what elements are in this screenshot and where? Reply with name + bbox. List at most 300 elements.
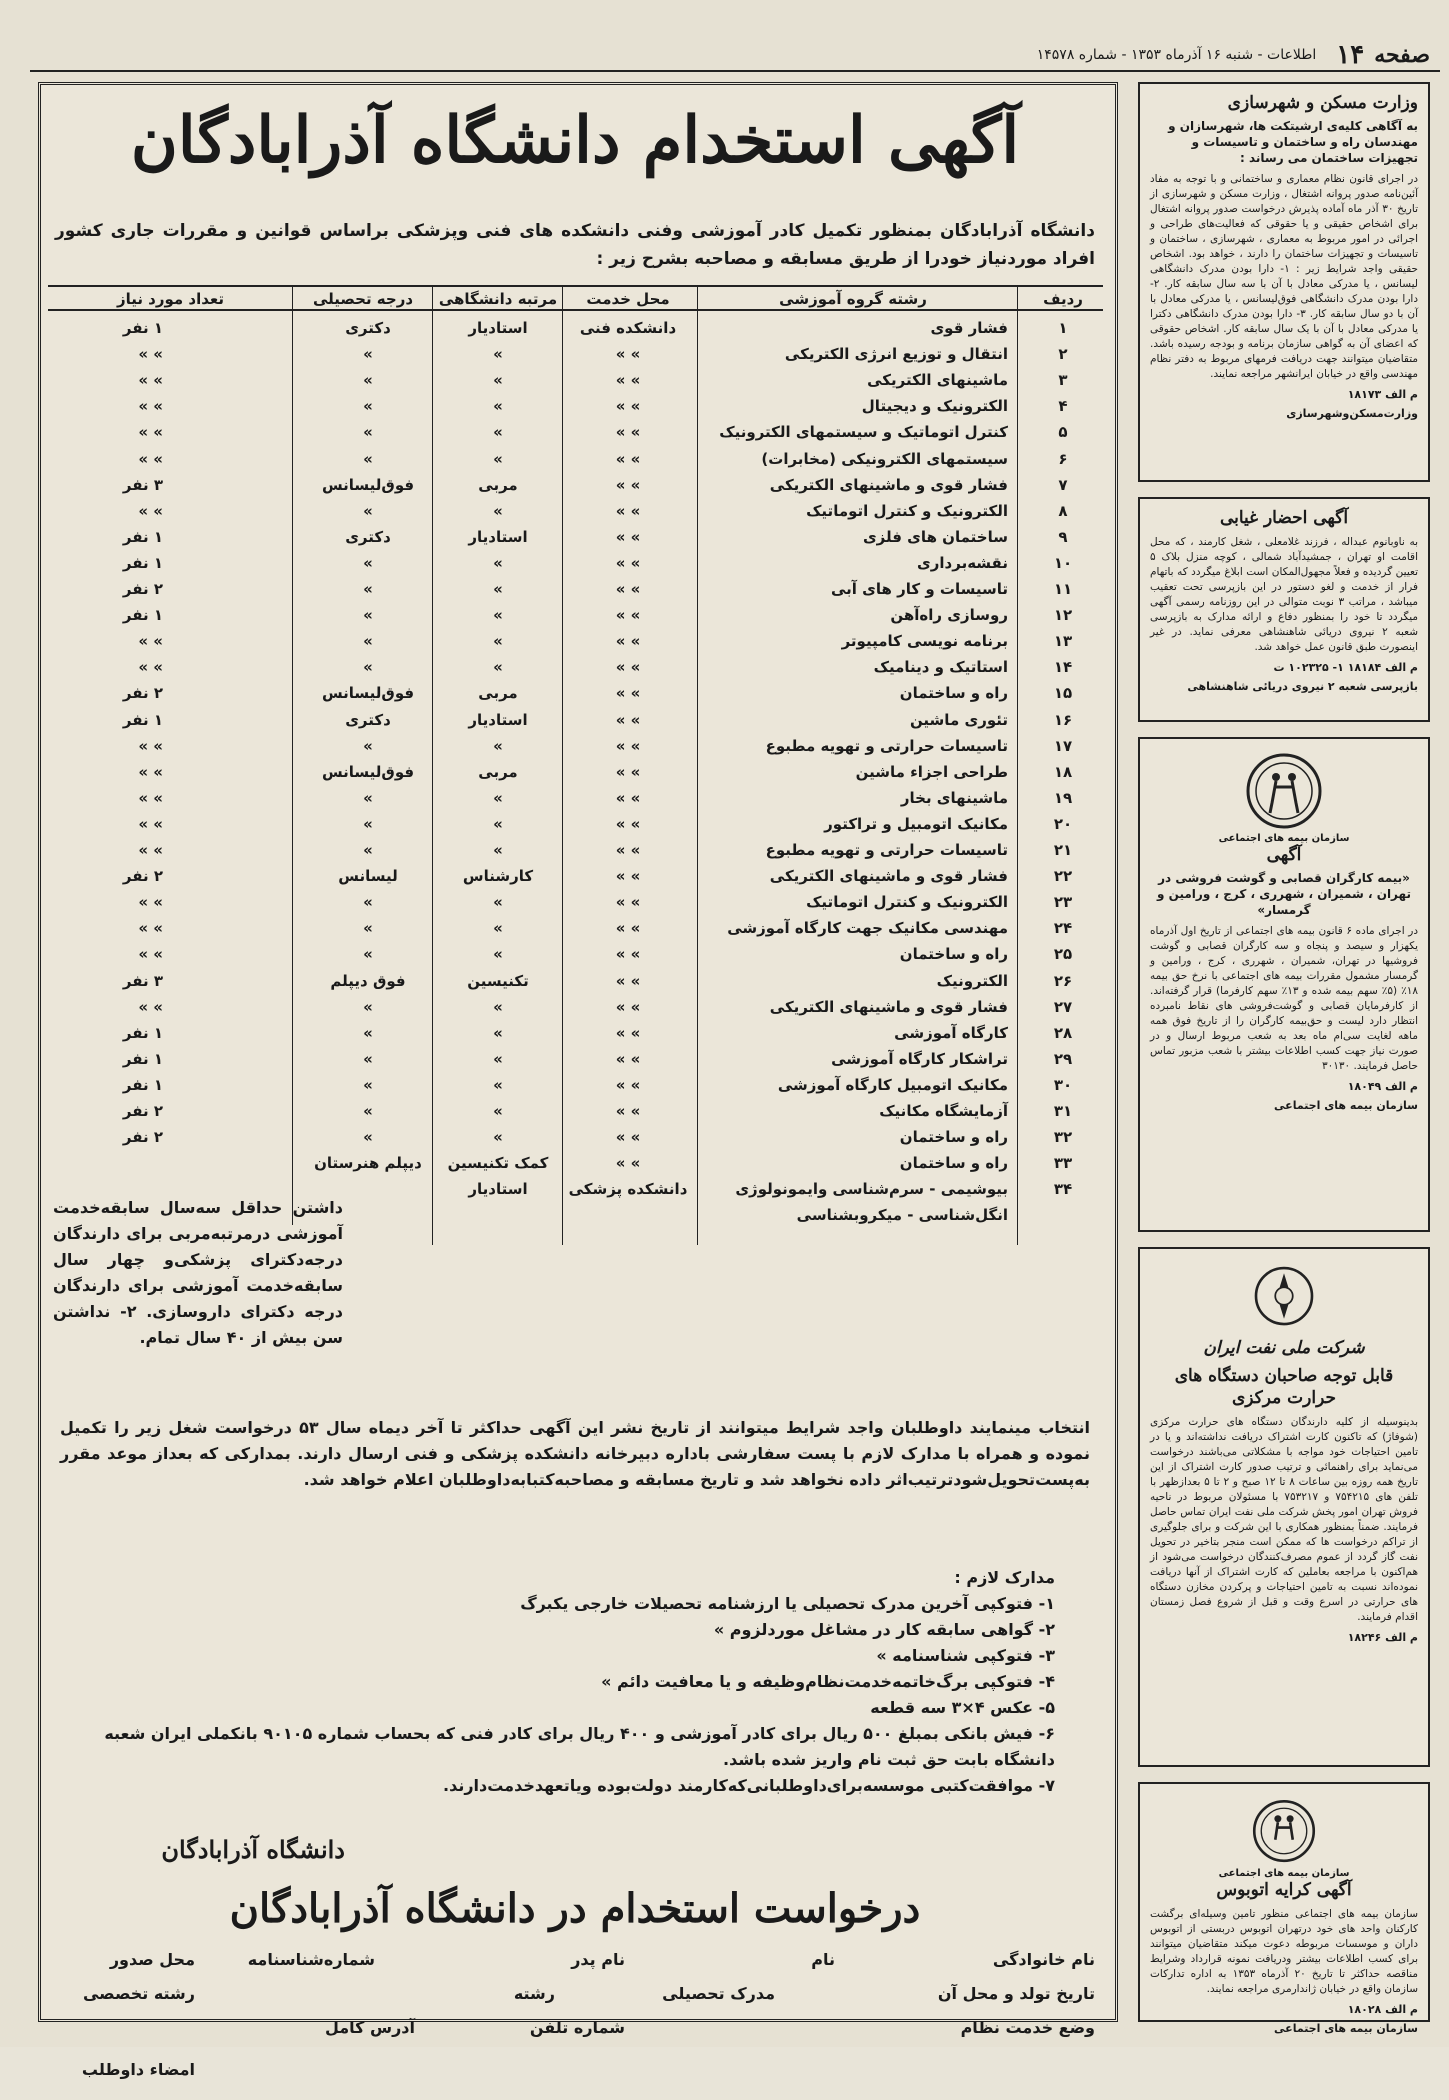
row-field: راه و ساختمان <box>899 1128 1008 1147</box>
row-field: فشار قوی و ماشینهای الکتریکی <box>769 867 1008 886</box>
row-field: روسازی راه‌آهن <box>890 606 1008 625</box>
row-count: » » <box>138 371 163 390</box>
document-item: ۵- عکس ۴×۳ سه قطعه <box>870 1698 1055 1717</box>
row-location: » » <box>615 371 641 390</box>
document-item: ۶- فیش بانکی بمبلغ ۵۰۰ ریال برای کادر آموزشی و ۴۰۰ ریال برای کادر فنی که بحساب شماره ۹۰۱۰۵ بانکملی ایران شعبه دانشگاه بابت حق ثبت نام واریز شده باشد. <box>104 1724 1055 1769</box>
table-row <box>48 578 1103 604</box>
form-field-label: رشته تخصصی <box>82 1984 195 2003</box>
row-rank: » <box>493 945 503 964</box>
table-row <box>48 839 1103 865</box>
row-field: ساختمان های فلزی <box>862 527 1008 546</box>
row-field: کنترل اتوماتیک و سیستمهای الکترونیک <box>719 423 1008 442</box>
table-row <box>48 709 1103 735</box>
bus-rental-notice <box>1138 1782 1430 2035</box>
row-location: » » <box>615 449 641 468</box>
row-field: تاسیسات حرارتی و تهویه مطبوع <box>765 841 1008 859</box>
summons-signature: بازپرسی شعبه ۲ نیروی دریائی شاهنشاهی <box>1187 680 1418 693</box>
table-row <box>48 787 1103 813</box>
form-field-label: محل صدور <box>109 1950 195 1969</box>
row-rank: » <box>493 397 503 416</box>
row-index: ۱۲ <box>1053 606 1073 625</box>
row-degree: » <box>363 606 373 625</box>
row-rank: استادیار <box>468 319 528 337</box>
row-rank: » <box>493 606 503 625</box>
header-field: رشته گروه آموزشی <box>779 290 927 308</box>
oil-company-name: شرکت ملی نفت ایران <box>1203 1338 1365 1358</box>
row-location: » » <box>615 1154 641 1173</box>
table-row <box>48 526 1103 552</box>
table-row <box>48 1126 1103 1152</box>
row-count: » » <box>138 658 163 677</box>
row-count: ۱ نفر <box>122 710 163 729</box>
row-field: تراشکار کارگاه آموزشی <box>831 1049 1008 1068</box>
row-index: ۲۷ <box>1053 997 1073 1016</box>
table-header <box>48 285 1103 311</box>
emblem-caption: سازمان بیمه های اجتماعی <box>1218 1868 1350 1879</box>
row-index: ۱۸ <box>1053 762 1073 781</box>
row-location: دانشکده فنی <box>579 319 677 337</box>
row-degree: دکتری <box>345 710 391 729</box>
row-degree: » <box>363 1049 373 1068</box>
table-row <box>48 630 1103 656</box>
row-rank: مربی <box>478 762 518 781</box>
row-location: » » <box>615 501 641 520</box>
row-field: بیوشیمی - سرم‌شناسی وایمونولوژی <box>735 1180 1008 1199</box>
document-item: ۴- فتوکپی برگ‌خاتمه‌خدمت‌نظام‌وظیفه و یا معافیت دائم » <box>601 1672 1055 1691</box>
butchers-ref: م الف ۱۸۰۴۹ <box>1347 1080 1418 1093</box>
row-index: ۲۶ <box>1053 971 1073 990</box>
row-location: » » <box>615 841 641 859</box>
row-degree: » <box>363 1023 373 1042</box>
row-rank: » <box>493 553 503 572</box>
row-degree: » <box>363 553 373 572</box>
row-location: » » <box>615 1075 641 1094</box>
row-field: سیستمهای الکترونیکی (مخابرات) <box>761 449 1008 468</box>
row-field: ماشینهای بخار <box>900 788 1008 807</box>
row-field: برنامه نویسی کامپیوتر <box>841 632 1008 651</box>
row-rank: » <box>493 658 503 677</box>
page-header <box>30 40 1440 72</box>
row-index: ۶ <box>1058 449 1068 468</box>
row-location: دانشکده پزشکی <box>568 1180 688 1199</box>
row-index: ۲۲ <box>1053 867 1073 886</box>
table-row <box>48 1152 1103 1178</box>
row-count: » » <box>138 501 163 520</box>
oil-company-notice <box>1138 1247 1430 1767</box>
row-field: الکترونیک و دیجیتال <box>861 397 1008 416</box>
row-index: ۲۱ <box>1053 841 1073 859</box>
bus-text: سازمان بیمه های اجتماعی منظور تامین وسیله‌ای برگشت کارکنان واحد های خود درتهران اتوبوس دربستی از اتوبوس داران و موسسات مربوطه دعوت میکند متقاضیان میتوانند برای کسب اطلاعات بیشتر ودریافت نمونه قرارداد وشرایط مناقصه حداکثر تا تاریخ ۲۰ آذرماه ۱۳۵۳ به اداره تدارکات سازمان واقع در خیابان ژاندارمری مراجعه نمایند. <box>1150 1908 1418 1995</box>
row-index: ۱۵ <box>1053 684 1073 703</box>
table-row <box>48 917 1103 943</box>
row-rank: » <box>493 1075 503 1094</box>
butchers-insurance-notice <box>1138 737 1430 1232</box>
row-degree: » <box>363 397 373 416</box>
oil-title: قابل توجه صاحبان دستگاه های حرارت مرکزی <box>1174 1366 1394 1408</box>
row-rank: کارشناس <box>462 867 534 886</box>
document-item: ۷- موافقت‌کتبی موسسه‌برای‌داوطلبانی‌که‌کارمند دولت‌بوده ویاتعهدخدمت‌دارند. <box>443 1776 1055 1795</box>
row-location: » » <box>615 919 641 938</box>
row-degree: دکتری <box>345 319 391 337</box>
row-location: » » <box>615 423 641 442</box>
row-field: تاسیسات و کار های آبی <box>830 580 1008 598</box>
row-field: راه و ساختمان <box>899 1154 1008 1173</box>
row-rank: » <box>493 632 503 651</box>
row-location: » » <box>615 893 641 912</box>
form-field-label: نام خانوادگی <box>992 1950 1095 1969</box>
row-degree: » <box>363 1075 373 1094</box>
row-degree: » <box>363 658 373 677</box>
recruitment-ad <box>38 82 1118 2079</box>
row-degree: » <box>363 893 373 912</box>
table-row <box>48 395 1103 421</box>
row-count: ۲ نفر <box>122 684 163 703</box>
row-field: الکترونیک و کنترل اتوماتیک <box>806 893 1008 912</box>
row-count: ۲ نفر <box>122 580 163 598</box>
row-location: » » <box>615 736 641 755</box>
row-count: ۱ نفر <box>122 606 163 625</box>
table-row <box>48 682 1103 708</box>
row-index: ۲۹ <box>1053 1049 1073 1068</box>
page-label: صفحه <box>1374 42 1430 68</box>
row-degree: لیسانس <box>338 867 398 886</box>
row-count: ۱ نفر <box>122 1049 163 1068</box>
row-degree: دکتری <box>345 527 391 546</box>
table-row <box>48 369 1103 395</box>
table-row <box>48 448 1103 474</box>
header-count: تعداد مورد نیاز <box>116 290 225 308</box>
row-count: » » <box>138 893 163 912</box>
header-rank: مرتبه دانشگاهی <box>438 290 558 308</box>
row-rank: » <box>493 449 503 468</box>
row-index: ۴ <box>1058 397 1068 416</box>
row-location: » » <box>615 1102 641 1120</box>
documents-heading: مدارک لازم : <box>954 1568 1055 1587</box>
row-degree: » <box>363 736 373 755</box>
row-degree: » <box>363 371 373 390</box>
row-count: ۳ نفر <box>122 475 163 494</box>
table-row <box>48 552 1103 578</box>
row-count: » » <box>138 814 163 833</box>
header-degree: درجه تحصیلی <box>312 290 414 308</box>
row-rank: تکنیسین <box>467 971 529 990</box>
row-degree: » <box>363 580 373 598</box>
row-location: » » <box>615 710 641 729</box>
bus-signature: سازمان بیمه های اجتماعی <box>1274 2022 1418 2035</box>
documents-items <box>95 1591 1055 1799</box>
housing-text: در اجرای قانون نظام معماری و ساختمانی و با توجه به مفاد آئین‌نامه صدور پروانه اشتغال ، وزارت مسکن و شهرسازی از تاریخ ۳۰ آذر ماه آماده پذیرش درخواست صدور پروانه اشتغال برای اشخاص حقیقی و یا حقوقی که فعالیت‌های طراحی و اجرائی در امور مربوط به معماری ، شهرسازی ، ساختمان و تاسیسات و تجهیزات ساختمان را دارند ، خواهد بود. اشخاص حقیقی واجد شرایط زیر : ۱- دارا بودن مدرک دانشگاهی لیسانس ، یا مدرکی معادل با آن با سه سال سابقه کار. ۲- دارا بودن مدرک دانشگاهی فوق‌لیسانس ، یا مدرکی معادل با آن با دو سال سابقه کار. ۳- دارا بودن مدرک دانشگاهی دکترا یا مدرکی معادل با آن با یک سال سابقه کار. اشخاص حقوقی که اعضای آن به گواهی سازمان برنامه و بودجه رسیده باشد. متقاضیان میتوانند جهت دریافت فرمهای مربوط به دفتر نظام مهندسی واقع در خیابان ایرانشهر مراجعه نمایند. <box>1150 173 1418 380</box>
table-row <box>48 970 1103 996</box>
documents-list <box>95 1565 1055 1799</box>
row-rank: » <box>493 580 503 598</box>
ad-signature: دانشگاه آذرابادگان <box>161 1835 345 1864</box>
row-index: ۱۷ <box>1053 736 1073 755</box>
row-rank: » <box>493 893 503 912</box>
row-degree: » <box>363 919 373 938</box>
row-field: تئوری ماشین <box>909 710 1008 729</box>
ad-intro: دانشگاه آذرابادگان بمنظور تکمیل کادر آموزشی وفنی دانشکده های فنی وپزشکی براساس قوانین و مقررات جاری کشور افراد موردنیاز خودرا از طریق مسابقه و مصاحبه بشرح زیر : <box>55 221 1095 269</box>
table-row <box>48 761 1103 787</box>
row-rank: » <box>493 788 503 807</box>
row-index: ۲ <box>1058 345 1068 364</box>
table-row <box>48 343 1103 369</box>
row-location: » » <box>615 684 641 703</box>
row-count: » » <box>138 788 163 807</box>
row-rank: » <box>493 736 503 755</box>
row-degree: » <box>363 945 373 964</box>
row-count: » » <box>138 919 163 938</box>
housing-subtitle: به آگاهی کلیه‌ی ارشیتکت ها، شهرسازان و مهندسان راه و ساختمان و تاسیسات و تجهیزات ساختمان می رساند : <box>1168 119 1418 165</box>
row-index: ۲۴ <box>1053 919 1073 938</box>
row-location: » » <box>615 971 641 990</box>
row-rank: » <box>493 345 503 364</box>
row-field: راه و ساختمان <box>899 945 1008 964</box>
row-degree: » <box>363 345 373 364</box>
row-location: » » <box>615 814 641 833</box>
row-rank: » <box>493 1102 503 1120</box>
row-field: انگل‌شناسی - میکروبشناسی <box>796 1206 1008 1225</box>
butchers-signature: سازمان بیمه های اجتماعی <box>1274 1099 1418 1112</box>
row-field: مهندسی مکانیک جهت کارگاه آموزشی <box>727 919 1008 938</box>
summons-title: آگهی احضار غیابی <box>1219 508 1349 528</box>
row-field: فشار قوی <box>930 319 1008 337</box>
row-field: الکترونیک و کنترل اتوماتیک <box>806 501 1008 520</box>
row-location: » » <box>615 1023 641 1042</box>
job-table <box>48 285 1103 1245</box>
table-row <box>48 421 1103 447</box>
row-rank: » <box>493 371 503 390</box>
conditions-text: داشتن حداقل سه‌سال سابقه‌خدمت آموزشی درمرتبه‌مربی برای دارندگان درجه‌دکترای پزشکی‌و چهار سال سابقه‌خدمت آموزشی برای دارندگان درجه دکترای داروسازی. ۲- نداشتن سن بیش از ۴۰ سال تمام. <box>53 1198 343 1347</box>
oil-ref: م الف ۱۸۲۴۶ <box>1347 1631 1418 1644</box>
row-index: ۱۶ <box>1053 710 1073 729</box>
row-rank: مربی <box>478 684 518 703</box>
row-field: الکترونیک <box>936 971 1008 990</box>
header-location: محل خدمت <box>586 290 670 308</box>
row-rank: » <box>493 1049 503 1068</box>
row-count: » » <box>138 841 163 859</box>
row-rank: استادیار <box>468 527 528 546</box>
housing-title: وزارت مسکن و شهرسازی <box>1227 93 1418 113</box>
row-index: ۳۱ <box>1053 1102 1073 1120</box>
table-row <box>48 1100 1103 1126</box>
row-location: » » <box>615 762 641 781</box>
row-rank: استادیار <box>468 710 528 729</box>
form-field-label: شماره تلفن <box>529 2018 625 2037</box>
row-count: » » <box>138 345 163 364</box>
row-field: تاسیسات حرارتی و تهویه مطبوع <box>765 736 1008 755</box>
document-item: ۲- گواهی سابقه کار در مشاغل موردلزوم » <box>713 1620 1055 1639</box>
table-row <box>48 891 1103 917</box>
row-count: ۲ نفر <box>122 1128 163 1147</box>
row-location: » » <box>615 527 641 546</box>
row-field: آزمایشگاه مکانیک <box>879 1102 1008 1120</box>
bus-title: آگهی کرایه اتوبوس <box>1216 1880 1352 1900</box>
row-count: ۱ نفر <box>122 553 163 572</box>
row-index: ۳۲ <box>1053 1128 1073 1147</box>
row-count: » » <box>138 423 163 442</box>
row-location: » » <box>615 788 641 807</box>
table-row <box>48 317 1103 343</box>
table-row <box>48 1048 1103 1074</box>
row-location: » » <box>615 632 641 651</box>
row-degree: فوق‌لیسانس <box>321 762 415 781</box>
row-degree: دیپلم هنرستان <box>314 1154 422 1173</box>
row-index: ۱۹ <box>1053 788 1073 807</box>
row-index: ۸ <box>1058 501 1068 520</box>
row-count: » » <box>138 736 163 755</box>
row-rank: » <box>493 919 503 938</box>
row-location: » » <box>615 867 641 886</box>
row-count: ۱ نفر <box>122 527 163 546</box>
row-location: » » <box>615 475 641 494</box>
oil-text: بدینوسیله از کلیه دارندگان دستگاه های حرارت مرکزی (شوفاژ) که تاکنون کارت اشتراک دریافت نداشته‌اند و یا در تامین احتیاجات خود مواجه با مشکلاتی می‌باشند درخواست می‌نماید برای راهنمائی و ترتیب صدور کارت اشتراک از این تاریخ همه روزه بین ساعات ۸ تا ۱۲ صبح و ۲ تا ۵ بعدازظهر با تلفن های ۷۵۴۲۱۵ و ۷۵۳۲۱۷ با مسئولان مربوط در ناحیه فروش تهران امور پخش شرکت ملی نفت ایران تماس حاصل فرمایند. ضمناً بمنظور همکاری با این شرکت و برای جلوگیری از تراکم درخواست ها که ممکن است منجر بتاخیر در تحویل نفت گاز گردد از عموم مصرف‌کنندگان درخواست می‌شود از هم‌اکنون با مراجعه بعاملین که کارت اشتراک از آنها دریافت نموده‌اند نسبت به تامین احتیاجات و پرکردن مخازن دستگاه های حرارتی در اسرع وقت و قبل از شروع فصل زمستان اقدام فرمایند. <box>1150 1416 1418 1623</box>
row-count: ۳ نفر <box>122 971 163 990</box>
row-index: ۵ <box>1058 423 1068 442</box>
side-column <box>1128 82 1438 2035</box>
table-row <box>48 996 1103 1022</box>
row-degree: » <box>363 814 373 833</box>
row-field: انتقال و توزیع انرژی الکتریکی <box>784 345 1008 364</box>
table-row <box>48 1074 1103 1100</box>
row-rank: » <box>493 423 503 442</box>
row-field: ماشینهای الکتریکی <box>867 371 1008 390</box>
row-index: ۲۵ <box>1053 945 1073 964</box>
form-field-label: نام پدر <box>571 1950 625 1969</box>
row-field: مکانیک اتومبیل و تراکتور <box>824 814 1008 833</box>
row-degree: فوق‌لیسانس <box>321 475 415 494</box>
row-location: » » <box>615 580 641 598</box>
row-count: ۱ نفر <box>122 319 163 337</box>
row-index: ۱ <box>1058 319 1068 337</box>
row-rank: » <box>493 1128 503 1147</box>
row-count: ۱ نفر <box>122 1023 163 1042</box>
table-row <box>48 604 1103 630</box>
row-degree: » <box>363 1128 373 1147</box>
form-field-label: وضع خدمت نظام <box>960 2018 1095 2037</box>
application-form <box>55 1950 1095 2100</box>
emblem-caption: سازمان بیمه های اجتماعی <box>1218 833 1350 844</box>
row-count: » » <box>138 449 163 468</box>
row-rank: » <box>493 997 503 1016</box>
row-location: » » <box>615 606 641 625</box>
social-security-emblem-icon <box>1244 751 1324 831</box>
row-index: ۷ <box>1058 475 1068 494</box>
summons-notice <box>1138 497 1430 722</box>
form-title: درخواست استخدام در دانشگاه آذرابادگان <box>229 1885 921 1932</box>
row-index: ۱۴ <box>1053 658 1073 677</box>
row-count: » » <box>138 997 163 1016</box>
butchers-title: آگهی <box>1266 845 1302 865</box>
row-location: » » <box>615 553 641 572</box>
row-rank: کمک تکنیسین <box>447 1154 549 1173</box>
row-rank: مربی <box>478 475 518 494</box>
row-count: » » <box>138 945 163 964</box>
form-field-label: شماره‌شناسنامه <box>247 1950 375 1969</box>
table-row <box>48 865 1103 891</box>
row-location: » » <box>615 658 641 677</box>
header-info: اطلاعات - شنبه ۱۶ آذرماه ۱۳۵۳ - شماره ۱۴۵۷۸ <box>1036 47 1317 63</box>
form-field-label: مدرک تحصیلی <box>662 1984 775 2003</box>
row-field: نقشه‌برداری <box>917 553 1008 572</box>
form-field-label: تاریخ تولد و محل آن <box>937 1984 1095 2003</box>
row-index: ۳۳ <box>1053 1154 1073 1173</box>
butchers-subtitle: «بیمه کارگران قصابی و گوشت فروشی در تهران ، شمیران ، شهرری ، کرج ، ورامین و گرمسار» <box>1157 871 1411 917</box>
row-index: ۹ <box>1058 527 1068 546</box>
row-count: » » <box>138 762 163 781</box>
row-field: فشار قوی و ماشینهای الکتریکی <box>769 475 1008 494</box>
table-row <box>48 813 1103 839</box>
row-degree: فوق‌لیسانس <box>321 684 415 703</box>
table-row <box>48 1022 1103 1048</box>
row-field: مکانیک اتومبیل کارگاه آموزشی <box>777 1075 1008 1094</box>
row-degree: » <box>363 1102 373 1120</box>
row-count: ۱ نفر <box>122 1075 163 1094</box>
form-field-label: نام <box>811 1950 835 1969</box>
row-count: » » <box>138 632 163 651</box>
table-row <box>48 656 1103 682</box>
row-index: ۳۴ <box>1053 1180 1073 1199</box>
form-field-label: امضاء داوطلب <box>81 2060 195 2079</box>
table-row <box>48 474 1103 500</box>
table-row <box>48 735 1103 761</box>
form-field-label: رشته <box>513 1984 555 2003</box>
row-degree: » <box>363 501 373 520</box>
row-index: ۳۰ <box>1053 1075 1073 1094</box>
row-location: » » <box>615 1049 641 1068</box>
ad-title: آگهی استخدام دانشگاه آذرابادگان <box>130 103 1020 178</box>
row-degree: » <box>363 632 373 651</box>
row-index: ۱۱ <box>1053 580 1073 598</box>
row-location: » » <box>615 1128 641 1147</box>
row-count: ۲ نفر <box>122 1102 163 1120</box>
document-item: ۱- فتوکپی آخرین مدرک تحصیلی یا ارزشنامه تحصیلات خارجی یکبرگ <box>520 1594 1055 1613</box>
summons-text: به ناوبانوم عبداله ، فرزند غلامعلی ، شغل کارمند ، که محل اقامت او تهران ، جمشیدآباد شمالی ، کوچه منزل بلاک ۵ تعیین گردیده و فعلاً مجهول‌المکان است ابلاغ میگردد که باتهام فرار از خدمت و لغو دستور در این بازپرسی تحت تعقیب میباشد ، مراتب ۳ نوبت متوالی در این روزنامه رسمی آگهی میگردد تا خود را بمنظور دفاع و ارائه مدارک به بازپرسی شعبه ۲ نیروی دریائی شاهنشاهی معرفی نماید. در غیر اینصورت طبق قانون عمل خواهد شد. <box>1150 536 1419 653</box>
row-field: کارگاه آموزشی <box>894 1023 1008 1042</box>
row-field: طراحی اجزاء ماشین <box>855 762 1008 781</box>
row-field: استاتیک و دینامیک <box>873 658 1008 677</box>
row-location: » » <box>615 397 641 416</box>
row-rank: » <box>493 501 503 520</box>
row-degree: » <box>363 449 373 468</box>
row-degree: » <box>363 423 373 442</box>
row-field: فشار قوی و ماشینهای الکتریکی <box>769 997 1008 1016</box>
row-rank: » <box>493 814 503 833</box>
summons-ref: م الف ۱۸۱۸۴ ۱- ۱۰۲۳۲۵ ت <box>1273 661 1418 674</box>
row-degree: » <box>363 997 373 1016</box>
housing-ministry-notice <box>1138 82 1430 482</box>
row-index: ۲۰ <box>1053 814 1073 833</box>
row-degree: فوق دیپلم <box>330 971 406 990</box>
table-row <box>48 500 1103 526</box>
row-field: راه و ساختمان <box>899 684 1008 703</box>
row-rank: » <box>493 1023 503 1042</box>
row-rank: » <box>493 841 503 859</box>
header-idx: ردیف <box>1043 290 1083 308</box>
row-index: ۲۸ <box>1053 1023 1073 1042</box>
row-rank: استادیار <box>468 1180 528 1199</box>
selection-text: انتخاب مینمایند داوطلبان واجد شرایط میتوانند از تاریخ نشر این آگهی حداکثر تا آخر دیماه سال ۵۳ درخواست شغل زیر را تکمیل نموده و همراه با مدارک لازم با پست سفارشی باداره دبیرخانه دانشکده پزشکی و فنی ارسال دارند. بمدارکی که بعداز موعد مقرر به‌پست‌تحویل‌شودترتیب‌اثر داده نخواهد شد و تاریخ مسابقه و مصاحبه‌کتبابه‌داوطلبان اعلام خواهد شد. <box>60 1418 1090 1489</box>
row-location: » » <box>615 945 641 964</box>
butchers-text: در اجرای ماده ۶ قانون بیمه های اجتماعی از تاریخ اول آذرماه یکهزار و سیصد و پنجاه و سه کارگران قصابی و گوشت فروشیها در تهران، شمیران ، شهرری ، کرج ، ورامین و گرمسار مشمول مقررات بیمه های اجتماعی با نرخ حق بیمه ۱۸٪ (۵٪ سهم بیمه شده و ۱۳٪ سهم کارفرما) قرار گرفته‌اند. از کارفرمایان قصابی و گوشت‌فروشی های نقاط نامبرده انتظار دارد لیست و حق‌بیمه کارگران را از تاریخ فوق همه ماهه لغایت سی‌ام ماه بعد به شعب مربوط ارسال و در صورت نیاز جهت کسب اطلاعات بیشتر با شعب مزبور تماس حاصل فرمایند. ۳۰۱۳۰ <box>1150 925 1418 1072</box>
document-item: ۳- فتوکپی شناسنامه » <box>876 1646 1055 1665</box>
row-index: ۲۳ <box>1053 893 1073 912</box>
bus-ref: م الف ۱۸۰۲۸ <box>1347 2003 1418 2016</box>
social-security-emblem-icon <box>1249 1796 1319 1866</box>
row-location: » » <box>615 345 641 364</box>
page-number: ۱۴ <box>1336 40 1365 70</box>
row-degree: » <box>363 841 373 859</box>
housing-ref: م الف ۱۸۱۷۳ <box>1347 388 1418 401</box>
